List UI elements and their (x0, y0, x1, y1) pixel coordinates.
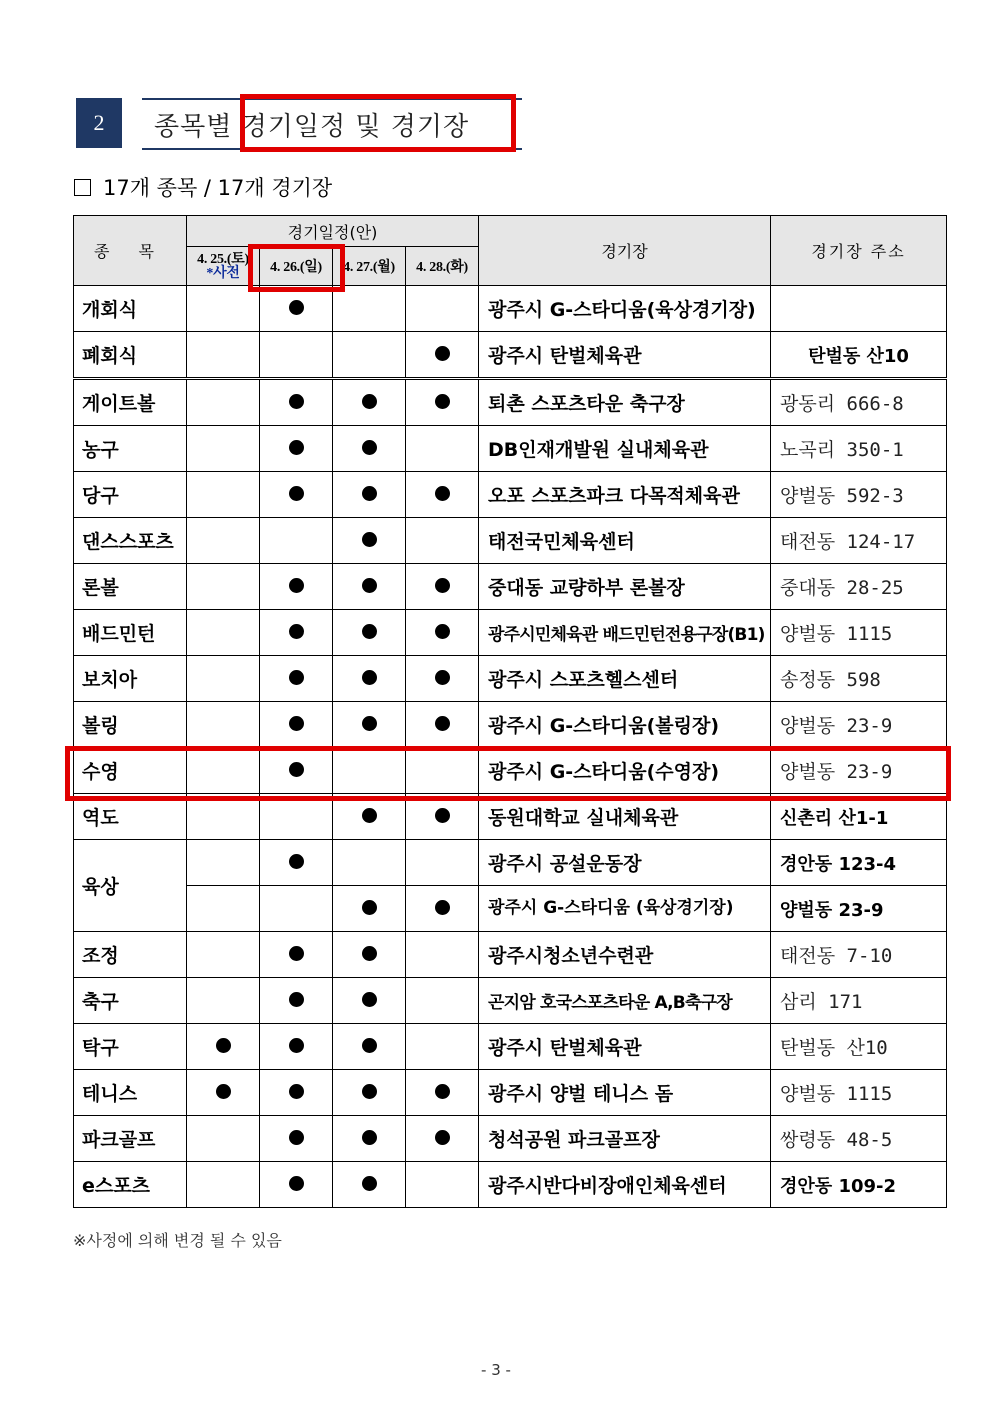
table-row (74, 286, 947, 332)
highlight-box-title (240, 94, 516, 152)
venue-address: 태전동 124-17 (771, 518, 947, 564)
header-venue: 경기장 (479, 216, 771, 286)
scheduled-dot-icon (289, 440, 304, 455)
scheduled-dot-icon (289, 486, 304, 501)
schedule-cell-day-4 (406, 702, 479, 748)
venue-name: 광주시 G-스타디움(육상경기장) (479, 286, 771, 332)
checkbox-square-icon (74, 179, 91, 196)
schedule-cell-day-3 (333, 978, 406, 1024)
venue-name: 중대동 교량하부 론볼장 (479, 564, 771, 610)
venue-name: 광주시 G-스타디움 (육상경기장) (479, 886, 771, 932)
venue-name: 광주시 G-스타디움(수영장) (479, 748, 771, 794)
schedule-cell-day-4 (406, 332, 479, 379)
schedule-cell-day-2 (260, 564, 333, 610)
venue-address: 경안동 123-4 (771, 840, 947, 886)
table-row (74, 978, 947, 1024)
scheduled-dot-icon (289, 1084, 304, 1099)
schedule-cell-day-4 (406, 286, 479, 332)
sport-name: 축구 (74, 978, 187, 1024)
scheduled-dot-icon (435, 900, 450, 915)
scheduled-dot-icon (362, 992, 377, 1007)
schedule-cell-day-1 (187, 332, 260, 379)
venue-name: DB인재개발원 실내체육관 (479, 426, 771, 472)
schedule-cell-day-4 (406, 886, 479, 932)
sport-name: 폐회식 (74, 332, 187, 379)
schedule-cell-day-2 (260, 1162, 333, 1208)
sport-name: 파크골프 (74, 1116, 187, 1162)
scheduled-dot-icon (435, 808, 450, 823)
venue-address: 태전동 7-10 (771, 932, 947, 978)
scheduled-dot-icon (289, 394, 304, 409)
scheduled-dot-icon (362, 808, 377, 823)
highlight-box-swimming-row (65, 746, 951, 801)
scheduled-dot-icon (362, 394, 377, 409)
scheduled-dot-icon (289, 300, 304, 315)
schedule-cell-day-1 (187, 932, 260, 978)
schedule-cell-day-1 (187, 1116, 260, 1162)
table-row (74, 332, 947, 379)
scheduled-dot-icon (435, 394, 450, 409)
venue-address (771, 286, 947, 332)
scheduled-dot-icon (362, 1176, 377, 1191)
highlight-box-date (248, 244, 345, 292)
venue-name: 퇴촌 스포츠타운 축구장 (479, 379, 771, 426)
sport-name: 테니스 (74, 1070, 187, 1116)
scheduled-dot-icon (289, 1130, 304, 1145)
schedule-cell-day-2 (260, 1116, 333, 1162)
table-row (74, 1070, 947, 1116)
venue-address: 송정동 598 (771, 656, 947, 702)
schedule-cell-day-3 (333, 564, 406, 610)
schedule-cell-day-3 (333, 1162, 406, 1208)
scheduled-dot-icon (435, 716, 450, 731)
schedule-cell-day-4 (406, 1162, 479, 1208)
venue-name: 오포 스포츠파크 다목적체육관 (479, 472, 771, 518)
schedule-cell-day-3 (333, 332, 406, 379)
scheduled-dot-icon (289, 670, 304, 685)
schedule-cell-day-1 (187, 426, 260, 472)
venue-name: 광주시 공설운동장 (479, 840, 771, 886)
schedule-cell-day-2 (260, 702, 333, 748)
venue-address: 양벌동 592-3 (771, 472, 947, 518)
schedule-cell-day-2 (260, 472, 333, 518)
schedule-cell-day-2 (260, 332, 333, 379)
table-row (74, 379, 947, 426)
schedule-cell-day-2 (260, 518, 333, 564)
schedule-cell-day-4 (406, 426, 479, 472)
venue-address: 노곡리 350-1 (771, 426, 947, 472)
schedule-cell-day-4 (406, 1070, 479, 1116)
header-date-2: 4. 26.(일) (260, 247, 333, 286)
venue-address: 탄벌동 산10 (771, 332, 947, 379)
scheduled-dot-icon (362, 670, 377, 685)
schedule-cell-day-3 (333, 886, 406, 932)
table-row (74, 518, 947, 564)
schedule-cell-day-3 (333, 379, 406, 426)
schedule-cell-day-2 (260, 932, 333, 978)
header-date-4: 4. 28.(화) (406, 247, 479, 286)
section-number: 2 (76, 98, 122, 148)
venue-name: 광주시 G-스타디움(볼링장) (479, 702, 771, 748)
header-date-3: 4. 27.(월) (333, 247, 406, 286)
schedule-cell-day-3 (333, 1116, 406, 1162)
schedule-cell-day-1 (187, 379, 260, 426)
schedule-cell-day-3 (333, 286, 406, 332)
schedule-cell-day-1 (187, 886, 260, 932)
schedule-cell-day-3 (333, 610, 406, 656)
schedule-cell-day-1 (187, 564, 260, 610)
venue-name: 태전국민체육센터 (479, 518, 771, 564)
header-schedule: 경기일정(안) (187, 216, 479, 247)
scheduled-dot-icon (435, 486, 450, 501)
sport-name: 탁구 (74, 1024, 187, 1070)
venue-address: 양벌동 1115 (771, 610, 947, 656)
scheduled-dot-icon (289, 624, 304, 639)
scheduled-dot-icon (362, 900, 377, 915)
page-number: - 3 - (481, 1361, 511, 1379)
table-row (74, 1116, 947, 1162)
schedule-cell-day-1 (187, 518, 260, 564)
venue-name: 광주시청소년수련관 (479, 932, 771, 978)
schedule-cell-day-2 (260, 610, 333, 656)
venue-address: 경안동 109-2 (771, 1162, 947, 1208)
pre-note: *사전 (206, 265, 240, 281)
schedule-cell-day-2 (260, 886, 333, 932)
scheduled-dot-icon (435, 624, 450, 639)
subtitle (74, 172, 332, 202)
venue-address: 삼리 171 (771, 978, 947, 1024)
sport-name: 역도 (74, 794, 187, 840)
venue-address: 탄벌동 산10 (771, 1024, 947, 1070)
scheduled-dot-icon (435, 670, 450, 685)
schedule-cell-day-4 (406, 1116, 479, 1162)
schedule-cell-day-1 (187, 610, 260, 656)
venue-address: 양벌동 23-9 (771, 886, 947, 932)
header-sport (74, 216, 187, 286)
table-row (74, 840, 947, 886)
venue-address: 쌍령동 48-5 (771, 1116, 947, 1162)
scheduled-dot-icon (435, 346, 450, 361)
scheduled-dot-icon (289, 992, 304, 1007)
venue-address: 광동리 666-8 (771, 379, 947, 426)
venue-name: 광주시 양벌 테니스 돔 (479, 1070, 771, 1116)
table-row (74, 564, 947, 610)
schedule-cell-day-3 (333, 518, 406, 564)
table-row (74, 472, 947, 518)
scheduled-dot-icon (289, 578, 304, 593)
schedule-cell-day-3 (333, 472, 406, 518)
scheduled-dot-icon (435, 578, 450, 593)
schedule-cell-day-2 (260, 1024, 333, 1070)
schedule-cell-day-3 (333, 1070, 406, 1116)
schedule-cell-day-2 (260, 379, 333, 426)
schedule-cell-day-4 (406, 656, 479, 702)
scheduled-dot-icon (289, 1038, 304, 1053)
header-sport-label: 종 목 (94, 242, 166, 261)
schedule-cell-day-3 (333, 932, 406, 978)
scheduled-dot-icon (289, 716, 304, 731)
schedule-cell-day-4 (406, 932, 479, 978)
schedule-cell-day-1 (187, 702, 260, 748)
venue-name: 광주시 탄벌체육관 (479, 1024, 771, 1070)
sport-name: 개회식 (74, 286, 187, 332)
section-title: 종목별 경기일정 및 경기장 (154, 112, 470, 142)
sport-name: 론볼 (74, 564, 187, 610)
table-row (74, 1162, 947, 1208)
schedule-cell-day-1 (187, 656, 260, 702)
schedule-cell-day-1 (187, 840, 260, 886)
schedule-cell-day-1 (187, 978, 260, 1024)
venue-name: 광주시 스포츠헬스센터 (479, 656, 771, 702)
scheduled-dot-icon (362, 486, 377, 501)
scheduled-dot-icon (216, 1038, 231, 1053)
scheduled-dot-icon (362, 1038, 377, 1053)
scheduled-dot-icon (362, 946, 377, 961)
scheduled-dot-icon (362, 1130, 377, 1145)
scheduled-dot-icon (216, 1084, 231, 1099)
scheduled-dot-icon (435, 1130, 450, 1145)
schedule-cell-day-3 (333, 656, 406, 702)
schedule-cell-day-3 (333, 426, 406, 472)
sport-name: 농구 (74, 426, 187, 472)
schedule-cell-day-2 (260, 286, 333, 332)
table-row (74, 1024, 947, 1070)
table-row (74, 426, 947, 472)
sport-name: 볼링 (74, 702, 187, 748)
schedule-cell-day-1 (187, 1070, 260, 1116)
table-row (74, 656, 947, 702)
table-row (74, 610, 947, 656)
schedule-cell-day-4 (406, 978, 479, 1024)
scheduled-dot-icon (362, 716, 377, 731)
sport-name: 당구 (74, 472, 187, 518)
schedule-cell-day-4 (406, 472, 479, 518)
sport-name: 수영 (74, 748, 187, 794)
venue-address: 양벌동 1115 (771, 1070, 947, 1116)
schedule-cell-day-1 (187, 1024, 260, 1070)
schedule-cell-day-1 (187, 286, 260, 332)
venue-name: 곤지암 호국스포츠타운 A,B축구장 (479, 978, 771, 1024)
header-address: 경기장 주소 (771, 216, 947, 286)
schedule-cell-day-1 (187, 472, 260, 518)
scheduled-dot-icon (289, 854, 304, 869)
schedule-cell-day-4 (406, 610, 479, 656)
subtitle-text: 17개 종목 / 17개 경기장 (103, 176, 333, 200)
schedule-cell-day-4 (406, 840, 479, 886)
schedule-cell-day-1 (187, 1162, 260, 1208)
venue-name: 광주시 탄벌체육관 (479, 332, 771, 379)
scheduled-dot-icon (362, 532, 377, 547)
scheduled-dot-icon (362, 440, 377, 455)
footnote: ※사정에 의해 변경 될 수 있음 (73, 1231, 282, 1250)
table-row (74, 702, 947, 748)
scheduled-dot-icon (362, 624, 377, 639)
table-row (74, 932, 947, 978)
sport-name: 육상 (74, 840, 187, 932)
schedule-cell-day-4 (406, 518, 479, 564)
sport-name: e스포츠 (74, 1162, 187, 1208)
venue-address: 양벌동 23-9 (771, 748, 947, 794)
scheduled-dot-icon (289, 946, 304, 961)
schedule-table (73, 215, 947, 1208)
schedule-cell-day-2 (260, 978, 333, 1024)
venue-address: 양벌동 23-9 (771, 702, 947, 748)
scheduled-dot-icon (289, 1176, 304, 1191)
schedule-cell-day-4 (406, 1024, 479, 1070)
sport-name: 조정 (74, 932, 187, 978)
sport-name: 보치아 (74, 656, 187, 702)
venue-name: 동원대학교 실내체육관 (479, 794, 771, 840)
schedule-cell-day-4 (406, 564, 479, 610)
schedule-cell-day-3 (333, 702, 406, 748)
schedule-cell-day-2 (260, 1070, 333, 1116)
venue-name: 광주시민체육관 배드민턴전용구장(B1) (479, 610, 771, 656)
scheduled-dot-icon (362, 578, 377, 593)
date-label: 4. 25.(토) (197, 251, 249, 267)
schedule-cell-day-2 (260, 426, 333, 472)
sport-name: 배드민턴 (74, 610, 187, 656)
scheduled-dot-icon (435, 1084, 450, 1099)
schedule-cell-day-3 (333, 1024, 406, 1070)
venue-address: 신촌리 산1-1 (771, 794, 947, 840)
schedule-cell-day-2 (260, 840, 333, 886)
schedule-cell-day-4 (406, 379, 479, 426)
sport-name: 댄스스포츠 (74, 518, 187, 564)
table-row-continued (74, 886, 947, 932)
schedule-cell-day-2 (260, 656, 333, 702)
venue-address: 중대동 28-25 (771, 564, 947, 610)
venue-name: 청석공원 파크골프장 (479, 1116, 771, 1162)
venue-name: 광주시반다비장애인체육센터 (479, 1162, 771, 1208)
sport-name: 게이트볼 (74, 379, 187, 426)
scheduled-dot-icon (362, 1084, 377, 1099)
schedule-cell-day-3 (333, 840, 406, 886)
